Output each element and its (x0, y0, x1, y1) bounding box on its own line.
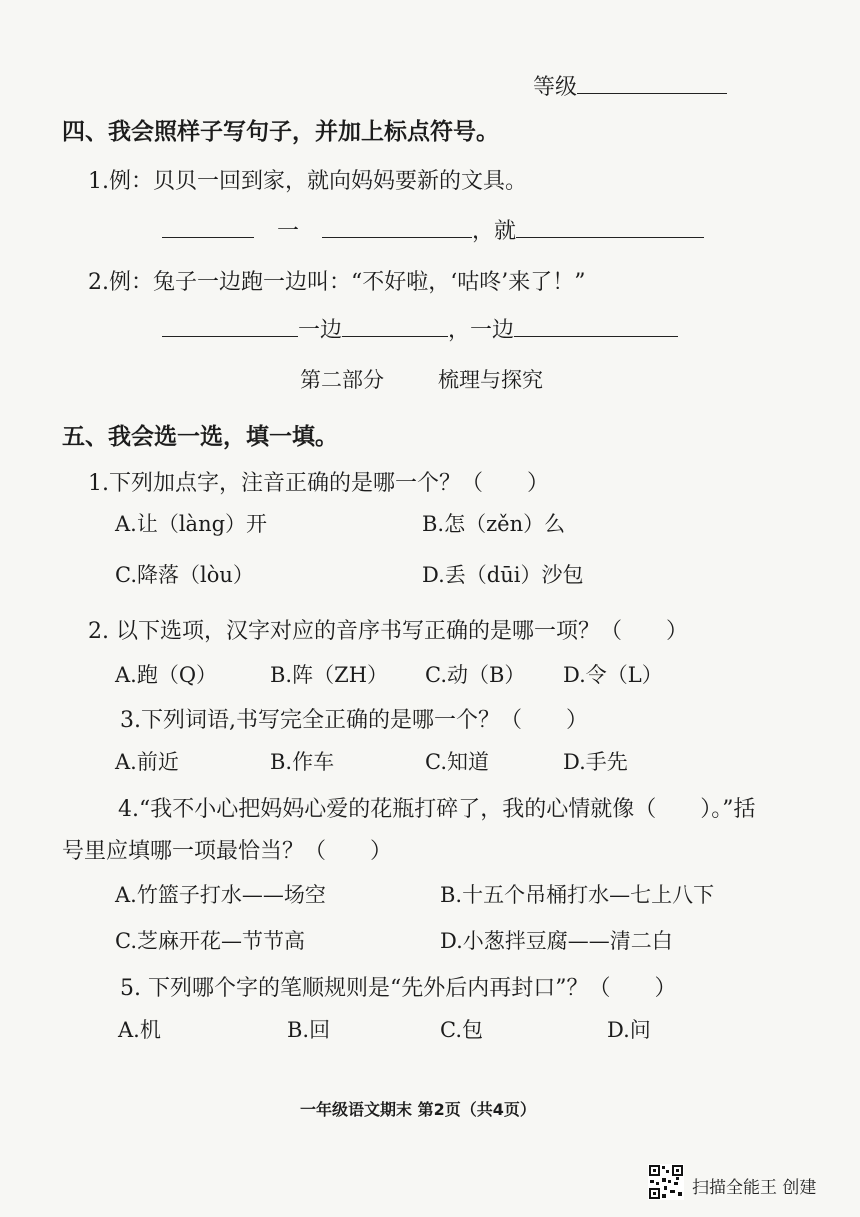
q5-4-question-line2: 号里应填哪一项最恰当？（ ） (62, 839, 393, 864)
q5-3-option-a[interactable]: A.前近 (115, 750, 179, 774)
section5-heading: 五、我会选一选，填一填。 (62, 424, 338, 450)
q5-5-option-c[interactable]: C.包 (440, 1018, 483, 1042)
q5-1-option-b[interactable]: B.怎（zěn）么 (422, 512, 566, 536)
section4-q2-fill-line (162, 313, 678, 344)
q2-fill-mid: 一边 (298, 318, 343, 343)
q5-4-option-c[interactable]: C.芝麻开花—节节高 (115, 929, 305, 953)
q5-2-option-c[interactable]: C.动（B） (425, 663, 526, 687)
q1-fill-end: ，就 (472, 219, 517, 244)
part2-title: 第二部分 (300, 368, 384, 392)
q5-5-option-d[interactable]: D.问 (607, 1018, 651, 1042)
q5-5-option-b[interactable]: B.回 (287, 1018, 331, 1042)
q2-fill-end: ，一边 (448, 318, 515, 343)
section4-q1-fill-line (162, 214, 704, 245)
scanner-watermark: 扫描全能王 创建 (692, 1178, 817, 1198)
q5-1-option-d[interactable]: D.丢（dūi）沙包 (422, 563, 584, 587)
q5-4-option-b[interactable]: B.十五个吊桶打水—七上八下 (440, 883, 715, 907)
q5-4-option-a[interactable]: A.竹篮子打水——场空 (115, 883, 326, 907)
q5-2-question: 2. 以下选项，汉字对应的音序书写正确的是哪一项？（ ） (88, 619, 688, 644)
q5-5-option-a[interactable]: A.机 (118, 1018, 161, 1042)
q5-1-option-a[interactable]: A.让（làng）开 (115, 512, 268, 536)
q5-5-question: 5. 下列哪个字的笔顺规则是“先外后内再封口”？（ ） (120, 976, 677, 1001)
q5-1-option-c[interactable]: C.降落（lòu） (115, 563, 254, 587)
grade-field (533, 70, 727, 101)
q1-blank-2[interactable] (322, 236, 472, 238)
q5-4-option-d[interactable]: D.小葱拌豆腐——清二白 (440, 929, 673, 953)
q5-3-question: 3.下列词语,书写完全正确的是哪一个？（ ） (120, 708, 588, 733)
section4-heading: 四、我会照样子写句子，并加上标点符号。 (62, 119, 499, 145)
q2-blank-2[interactable] (342, 335, 448, 337)
page-footer: 一年级语文期末 第2页（共4页） (300, 1100, 536, 1119)
q2-blank-3[interactable] (514, 335, 678, 337)
q5-2-option-b[interactable]: B.阵（ZH） (270, 663, 389, 687)
q5-3-option-c[interactable]: C.知道 (425, 750, 489, 774)
part2-subtitle: 梳理与探究 (438, 368, 543, 392)
q1-blank-1[interactable] (162, 236, 254, 238)
section4-q1-example: 1.例：贝贝一回到家，就向妈妈要新的文具。 (88, 169, 527, 194)
q5-3-option-b[interactable]: B.作车 (270, 750, 335, 774)
section4-q2-example: 2.例：兔子一边跑一边叫：“不好啦，‘咕咚’来了！” (88, 270, 586, 295)
q5-1-question: 1.下列加点字，注音正确的是哪一个？（ ） (88, 471, 549, 496)
q5-4-question-line1: 4.“我不小心把妈妈心爱的花瓶打碎了，我的心情就像（ ）。”括 (118, 797, 756, 822)
q1-fill-mid: 一 (277, 219, 300, 244)
q1-blank-3[interactable] (516, 236, 704, 238)
grade-blank[interactable] (577, 92, 727, 94)
q5-2-option-a[interactable]: A.跑（Q） (115, 663, 218, 687)
q5-2-option-d[interactable]: D.令（L） (563, 663, 663, 687)
q2-blank-1[interactable] (162, 335, 298, 337)
grade-label: 等级 (533, 75, 578, 100)
qr-code-icon (648, 1164, 684, 1200)
q5-3-option-d[interactable]: D.手先 (563, 750, 628, 774)
